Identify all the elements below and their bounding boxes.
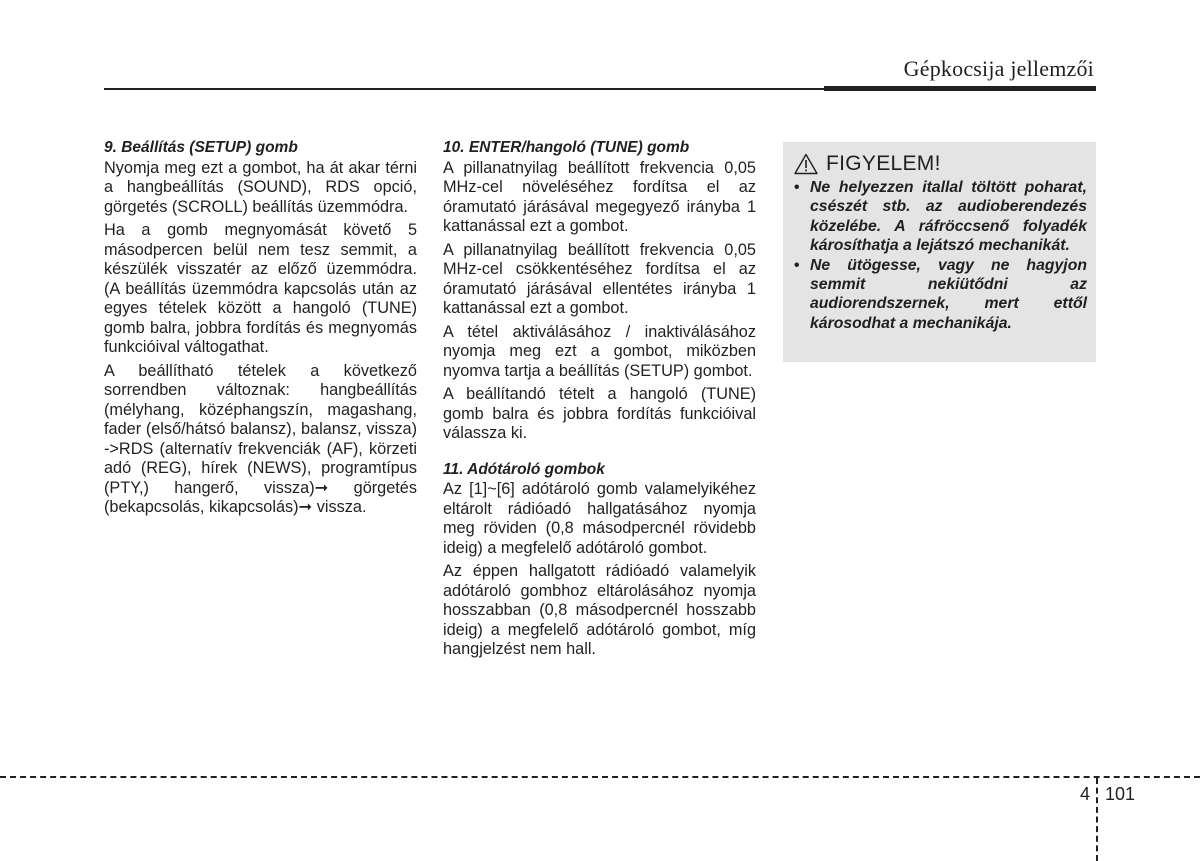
paragraph: A pillanatnyilag beállított frekvencia 0,05 MHz-cel növeléséhez fordítsa el az óramutató járásával megegyező irányba 1 kattanással ezt a gombot. bbox=[443, 158, 756, 235]
paragraph: A tétel aktiválásához / inaktiválásához nyomja meg ezt a gombot, miközben nyomva tartja a beállítás (SETUP) gombot. bbox=[443, 322, 756, 380]
page-number: 101 bbox=[1105, 784, 1136, 804]
paragraph: Nyomja meg ezt a gombot, ha át akar térni a hangbeállítás (SOUND), RDS opció, görgetés (SCROLL) beállítás üzemmódra. bbox=[104, 158, 417, 216]
paragraph: Az éppen hallgatott rádióadó valamelyik adótároló gombhoz eltárolásához nyomja hosszabban (0,8 másodpercnél hosszabb ideig) a megfelelő adótároló gombot, míg hangjelzést nem hall. bbox=[443, 562, 756, 658]
warning-triangle-icon bbox=[794, 153, 818, 175]
section-heading-tune: 10. ENTER/hangoló (TUNE) gomb bbox=[443, 139, 690, 156]
footer-rule bbox=[0, 776, 1200, 778]
warning-box bbox=[783, 142, 1096, 362]
column-middle bbox=[443, 138, 756, 664]
page-header-title: Gépkocsija jellemzői bbox=[903, 56, 1094, 81]
paragraph: A pillanatnyilag beállított frekvencia 0,05 MHz-cel csökkentéséhez fordítsa el az óramutató járásával ellentétes irányba 1 kattanással ezt a gombot. bbox=[443, 240, 756, 317]
chapter-number: 4 bbox=[1080, 784, 1091, 804]
section-heading-setup: 9. Beállítás (SETUP) gomb bbox=[104, 139, 298, 156]
header-rule-accent bbox=[824, 86, 1096, 91]
paragraph: Az [1]~[6] adótároló gomb valamelyikéhez eltárolt rádióadó hallgatásához nyomja meg röviden (0,8 másodpercnél rövidebb ideig) a megfelelő adótároló gombot. bbox=[443, 480, 756, 557]
column-left bbox=[104, 138, 417, 522]
paragraph: A beállítandó tételt a hangoló (TUNE) gomb balra és jobbra fordítás funkcióival válassza ki. bbox=[443, 385, 756, 442]
warning-item: • Ne helyezzen itallal töltött poharat, csészét stb. az audioberendezés közelébe. A ráfröccsenő folyadék károsíthatja a lejátszó mechanikát. bbox=[792, 178, 1087, 256]
warning-title-text: FIGYELEM! bbox=[826, 152, 941, 175]
warning-list bbox=[792, 178, 1087, 333]
section-heading-presets: 11. Adótároló gombok bbox=[443, 460, 605, 478]
footer-divider bbox=[1096, 778, 1098, 861]
paragraph: A beállítható tételek a következő sorrendben változnak: hangbeállítás (mélyhang, középhangszín, magashang, fader (első/hátsó balansz), balansz, vissza) ->RDS (alternatív frekvenciák (AF), körzeti adó (REG), hírek (NEWS), programtípus (PTY,) hangerő, vissza)➞ görgetés (bekapcsolás, kikapcsolás)➞ vissza. bbox=[104, 361, 417, 516]
warning-title bbox=[792, 152, 1087, 176]
warning-item: • Ne ütögesse, vagy ne hagyjon semmit nekiütődni az audiorendszernek, mert ettől károsodhat a mechanikája. bbox=[792, 256, 1087, 334]
paragraph: Ha a gomb megnyomását követő 5 másodpercen belül nem tesz semmit, a készülék visszatér az előző üzemmódra. (A beállítás üzemmódra kapcsolás után az egyes tételek között a hangoló (TUNE) gomb balra, jobbra fordítás és megnyomás funkcióival váltogathat. bbox=[104, 221, 417, 356]
